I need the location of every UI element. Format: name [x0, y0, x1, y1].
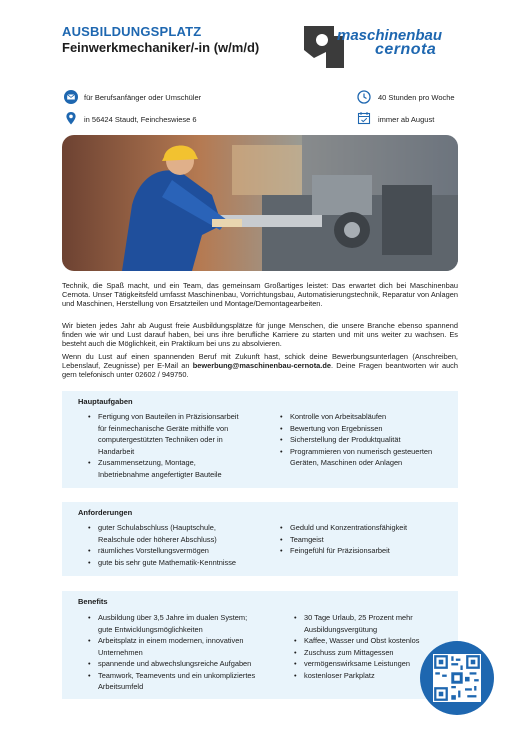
- intro-p3-before: Wenn du Lust auf einen spannenden Beruf mit Zukunft hast, schick deine Bewerbungsunterlagen (Anschreiben, Lebenslauf, Zeugnisse) per E-Mail an: [62, 352, 458, 370]
- qr-code-icon: [433, 654, 481, 702]
- location-pin-icon: [64, 111, 78, 125]
- list-item: • Geduld und Konzentrationsfähigkeit: [280, 522, 446, 534]
- list-item: • Arbeitsplatz in einem modernen, innovativen Unternehmen: [88, 635, 263, 658]
- logo-line2: cernota: [375, 41, 437, 58]
- benefits-list-left: [88, 612, 263, 693]
- list-item: • guter Schulabschluss (Hauptschule, Realschule oder höherer Abschluss): [88, 522, 248, 545]
- intro-paragraph-3: [62, 352, 458, 379]
- list-item: • 30 Tage Urlaub, 25 Prozent mehr Ausbildungsvergütung: [294, 612, 424, 635]
- list-item: • Programmieren von numerisch gesteuerten Geräten, Maschinen oder Anlagen: [280, 446, 446, 469]
- job-title: Feinwerkmechaniker/-in (w/m/d): [62, 40, 260, 55]
- list-item: • Kontrolle von Arbeitsabläufen: [280, 411, 446, 423]
- list-item: • gute bis sehr gute Mathematik-Kenntnisse: [88, 557, 248, 569]
- address-text: in 56424 Staudt, Feincheswiese 6: [84, 115, 197, 124]
- target-group-text: für Berufsanfänger oder Umschüler: [84, 93, 202, 102]
- list-item: • Kaffee, Wasser und Obst kostenlos: [294, 635, 424, 647]
- tasks-box: [62, 391, 458, 488]
- intro-paragraph-1: Technik, die Spaß macht, und ein Team, das gemeinsam Großartiges leistet: Das erwartet dich bei Maschinenbau Cernota. Unser Tätigkeitsfeld umfasst Maschinenbau, Vorrichtungsbau, Automatisierungstechnik, Reparatur von Anlagen und Maschinen, Herstellung von Ersatzteilen und Montage/Demontagearbeiten.: [62, 281, 458, 308]
- list-item: • kostenloser Parkplatz: [294, 670, 424, 682]
- tasks-title: Hauptaufgaben: [78, 397, 133, 406]
- hero-image: [62, 135, 458, 271]
- mail-icon: [64, 90, 78, 104]
- requirements-title: Anforderungen: [78, 508, 133, 517]
- list-item: • Zuschuss zum Mittagessen: [294, 647, 424, 659]
- tasks-list-right: [280, 411, 446, 469]
- requirements-list-right: [280, 522, 446, 557]
- clock-icon: [357, 90, 371, 104]
- job-kicker: AUSBILDUNGSPLATZ: [62, 24, 202, 39]
- requirements-list-left: [88, 522, 248, 568]
- list-item: • Zusammensetzung, Montage, Inbetriebnahme angefertigter Bauteile: [88, 457, 248, 480]
- list-item: • räumliches Vorstellungsvermögen: [88, 545, 248, 557]
- benefits-list-right: [294, 612, 424, 681]
- list-item: • Bewertung von Ergebnissen: [280, 423, 446, 435]
- calendar-icon: [357, 111, 371, 125]
- list-item: • Teamwork, Teamevents und ein unkompliziertes Arbeitsumfeld: [88, 670, 263, 693]
- intro-paragraph-2: Wir bieten jedes Jahr ab August freie Ausbildungsplätze für junge Menschen, die unsere Branche ebenso spannend finden wie wir und Lust darauf haben, bei uns ihre berufliche Karriere zu starten und mit uns weiter zu wachsen. Es besteht auch die Möglichkeit, ein Praktikum bei uns zu absolvieren.: [62, 321, 458, 348]
- tasks-list-left: [88, 411, 248, 480]
- list-item: • Fertigung von Bauteilen in Präzisionsarbeit für feinmechanische Geräte mithilfe von computergestützten Techniken oder in Handarbeit: [88, 411, 248, 457]
- benefits-title: Benefits: [78, 597, 108, 606]
- email-link[interactable]: bewerbung@maschinenbau-cernota.de: [192, 361, 331, 370]
- hours-text: 40 Stunden pro Woche: [378, 93, 455, 102]
- list-item: • Teamgeist: [280, 534, 446, 546]
- intro-p3-after: . Deine Fragen beantworten wir auch gern telefonisch unter 02602 / 949750.: [62, 361, 458, 379]
- logo-line1: maschinenbau: [337, 27, 443, 44]
- benefits-box: [62, 591, 458, 699]
- start-date-text: immer ab August: [378, 115, 435, 124]
- list-item: • Feingefühl für Präzisionsarbeit: [280, 545, 446, 557]
- list-item: • Ausbildung über 3,5 Jahre im dualen System; gute Entwicklungsmöglichkeiten: [88, 612, 263, 635]
- list-item: • vermögenswirksame Leistungen: [294, 658, 424, 670]
- list-item: • spannende und abwechslungsreiche Aufgaben: [88, 658, 263, 670]
- list-item: • Sicherstellung der Produktqualität: [280, 434, 446, 446]
- qr-badge[interactable]: [420, 641, 494, 715]
- requirements-box: [62, 502, 458, 576]
